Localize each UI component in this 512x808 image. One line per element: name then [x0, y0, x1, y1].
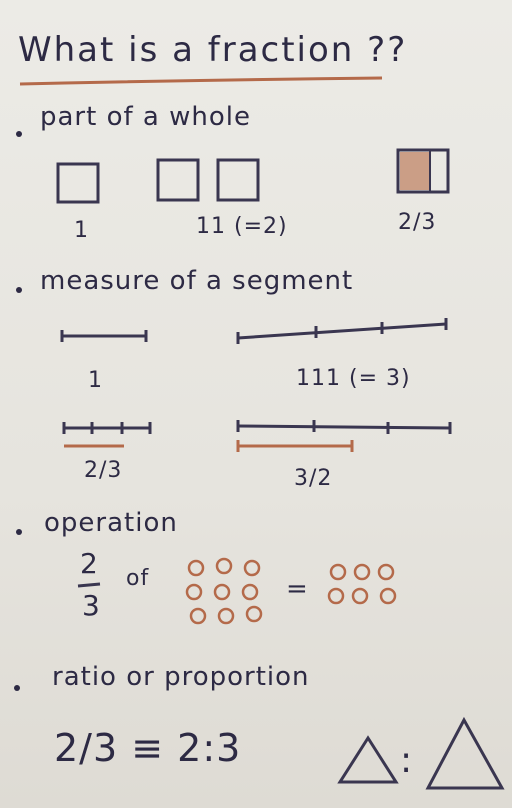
ratio-equation: 2/3 ≡ 2:3 [54, 726, 242, 770]
operation-equals: = [286, 574, 309, 604]
triangle-small [340, 738, 396, 782]
label-segment-three-halves: 3/2 [294, 466, 333, 491]
square-two-a [158, 160, 198, 200]
segment-three-halves-top [238, 426, 450, 428]
triangle-large [428, 720, 502, 788]
page-title: What is a fraction ?? [18, 30, 408, 70]
bullet-dot [14, 685, 20, 691]
label-one: 1 [74, 218, 89, 243]
bullet-dot [16, 529, 22, 535]
label-segment-one: 1 [88, 368, 103, 393]
circle-grid-nine [187, 559, 261, 623]
square-one [58, 164, 98, 202]
operation-of-word: of [126, 566, 150, 591]
label-segment-two-thirds: 2/3 [84, 458, 123, 483]
title-underline [20, 78, 382, 84]
bullet-dot [16, 131, 22, 137]
ratio-colon: : [400, 740, 414, 781]
heading-part-of-whole: part of a whole [40, 102, 251, 132]
bullet-dot [16, 287, 22, 293]
label-segment-three: 111 (= 3) [296, 366, 411, 391]
segment-three [238, 324, 446, 338]
heading-operation: operation [44, 508, 178, 538]
label-two: 11 (=2) [196, 214, 288, 239]
square-shade [400, 152, 430, 190]
circle-grid-six [329, 565, 395, 603]
heading-ratio: ratio or proportion [52, 662, 310, 692]
label-two-thirds: 2/3 [398, 210, 437, 235]
operation-fraction-bar [78, 584, 100, 586]
operation-denominator: 3 [82, 589, 100, 622]
operation-numerator: 2 [80, 547, 98, 580]
square-two-b [218, 160, 258, 200]
heading-measure-segment: measure of a segment [40, 266, 354, 296]
